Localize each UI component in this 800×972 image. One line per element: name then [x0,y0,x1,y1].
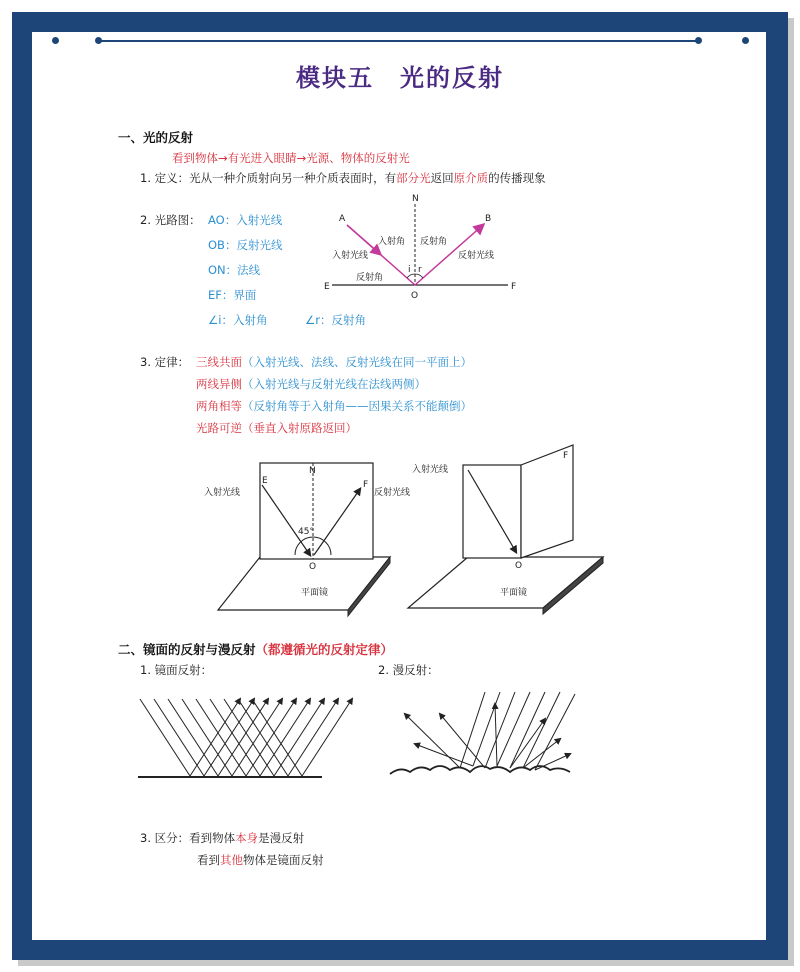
diffuse-reflection-diagram [385,684,585,784]
specular-reflected-ray [246,699,296,776]
line2-a: 看到 [197,853,220,867]
label-e: E [324,282,330,292]
section1-heading: 一、光的反射 [118,130,194,145]
specular-incident-ray [182,699,232,776]
law-1-key: 三线共面 [196,355,242,369]
definition-number: 1. 定义： [140,171,190,185]
exp2-incident: 入射光线 [412,465,449,475]
item-ef: EF：界面 [208,288,257,302]
label-b: B [485,214,492,224]
label-a: A [339,214,346,224]
incident-ray-label: 入射光线 [332,251,369,261]
label-i: i [408,265,411,275]
corner-dot [52,37,59,44]
distinguish-line-2 [197,852,324,868]
section2-heading-red: 都遵循光的反射定律 [268,642,381,657]
reflection-ray-diagram [320,192,530,307]
diffuse-reflected-ray [523,739,560,768]
reflected-angle-label-2: 反射角 [356,273,384,283]
exp1-incident: 入射光线 [204,488,241,498]
section2-heading [118,640,393,658]
label-o: O [411,291,419,301]
specular-incident-ray [140,699,190,776]
experiment-diagram-1 [200,455,410,615]
reflected-angle-label: 反射角 [420,237,448,247]
specular-reflected-ray [190,699,240,776]
divider-dot [695,37,702,44]
law-label: 3. 定律： [140,355,190,369]
diffuse-reflected-ray [495,704,497,766]
mirror-plane-1 [218,557,390,610]
item-ao: AO：入射光线 [208,213,283,227]
item-on: ON：法线 [208,263,261,277]
line1-b: 是漫反射 [258,831,305,845]
exp1-angle: 45° [298,527,314,537]
law-2 [196,376,426,392]
line2-red: 其他 [220,853,243,867]
specular-reflected-ray [232,699,282,776]
specular-incident-ray [210,699,260,776]
label-n: N [412,194,419,204]
line1-red: 本身 [235,831,259,845]
page-title: 模块五 光的反射 [296,64,504,92]
definition-red-2: 原介质 [453,171,489,185]
specular-incident-ray [224,699,274,776]
law-1 [196,354,472,370]
item-ob: OB：反射光线 [208,238,283,252]
specular-reflected-ray [274,699,324,776]
specular-incident-ray [196,699,246,776]
label-r: r [418,265,422,275]
distinguish-line-1 [140,830,304,846]
law-2-desc: （入射光线与反射光线在法线两侧） [242,377,426,391]
specular-reflected-ray [204,699,254,776]
law-1-desc: （入射光线、法线、反射光线在同一平面上） [242,355,472,369]
diffuse-label: 2. 漫反射： [378,663,439,677]
law-3-key: 两角相等 [196,399,242,413]
exp2-f: F [563,451,569,461]
incident-angle-label: 入射角 [378,237,406,247]
see-object-chain: 看到物体→有光进入眼睛→光源、物体的反射光 [172,151,410,165]
exp1-n: N [309,466,316,476]
specular-incident-ray [168,699,218,776]
top-divider [100,40,700,42]
incident-arrow [347,225,380,254]
law-2-key: 两线异侧 [196,377,242,391]
angle-i-label: ∠i：入射角 [208,313,268,327]
definition [140,170,546,186]
experiment-diagram-2 [408,440,618,615]
section2-heading-paren-close: ） [380,642,394,657]
exp1-mirror: 平面镜 [301,588,329,598]
diffuse-incident-ray [510,692,545,768]
line2-b: 物体是镜面反射 [243,853,324,867]
definition-red-1: 部分光 [396,171,431,185]
exp1-reflected: 反射光线 [374,488,411,498]
exp1-e: E [262,476,268,486]
line1-a: 看到物体 [189,831,236,845]
diffuse-incident-ray [460,692,485,768]
definition-text-c: 的传播现象 [488,171,546,185]
exp1-o: O [309,562,317,572]
specular-reflection-diagram [130,684,330,784]
law-3-desc: （反射角等于入射角——因果关系不能颠倒） [242,399,472,413]
board-panel-right-2 [521,445,573,558]
diffuse-incident-ray [485,692,515,768]
ray-diagram-label: 2. 光路图： [140,213,201,227]
board-panel-1 [260,463,373,559]
diffuse-incident-ray [497,692,530,766]
definition-text-a: 光从一种介质射向另一种介质表面时，有 [189,171,397,185]
law-4-key: 光路可逆 [196,421,242,435]
definition-text-b: 返回 [430,171,454,185]
specular-incident-ray [154,699,204,776]
reflected-ray-label: 反射光线 [458,251,495,261]
exp1-f: F [363,480,369,490]
specular-label: 1. 镜面反射： [140,663,213,677]
law-3 [196,398,472,414]
diffuse-reflected-ray [535,754,570,770]
law-4 [196,420,357,436]
exp2-o: O [515,561,523,571]
section2-heading-a: 二、镜面的反射与漫反射 [118,642,256,657]
specular-reflected-ray [260,699,310,776]
divider-dot [95,37,102,44]
distinguish-number: 3. 区分： [140,831,190,845]
section2-heading-paren-open: （ [255,642,269,657]
angle-r-label: ∠r：反射角 [305,313,367,327]
corner-dot [742,37,749,44]
specular-incident-ray [252,699,302,776]
specular-incident-ray [238,699,288,776]
label-f: F [511,282,517,292]
law-4-desc: （垂直入射原路返回） [242,421,357,435]
specular-reflected-ray [218,699,268,776]
diffuse-reflected-ray [405,714,460,768]
rough-surface [390,766,570,774]
exp2-mirror: 平面镜 [500,588,528,598]
